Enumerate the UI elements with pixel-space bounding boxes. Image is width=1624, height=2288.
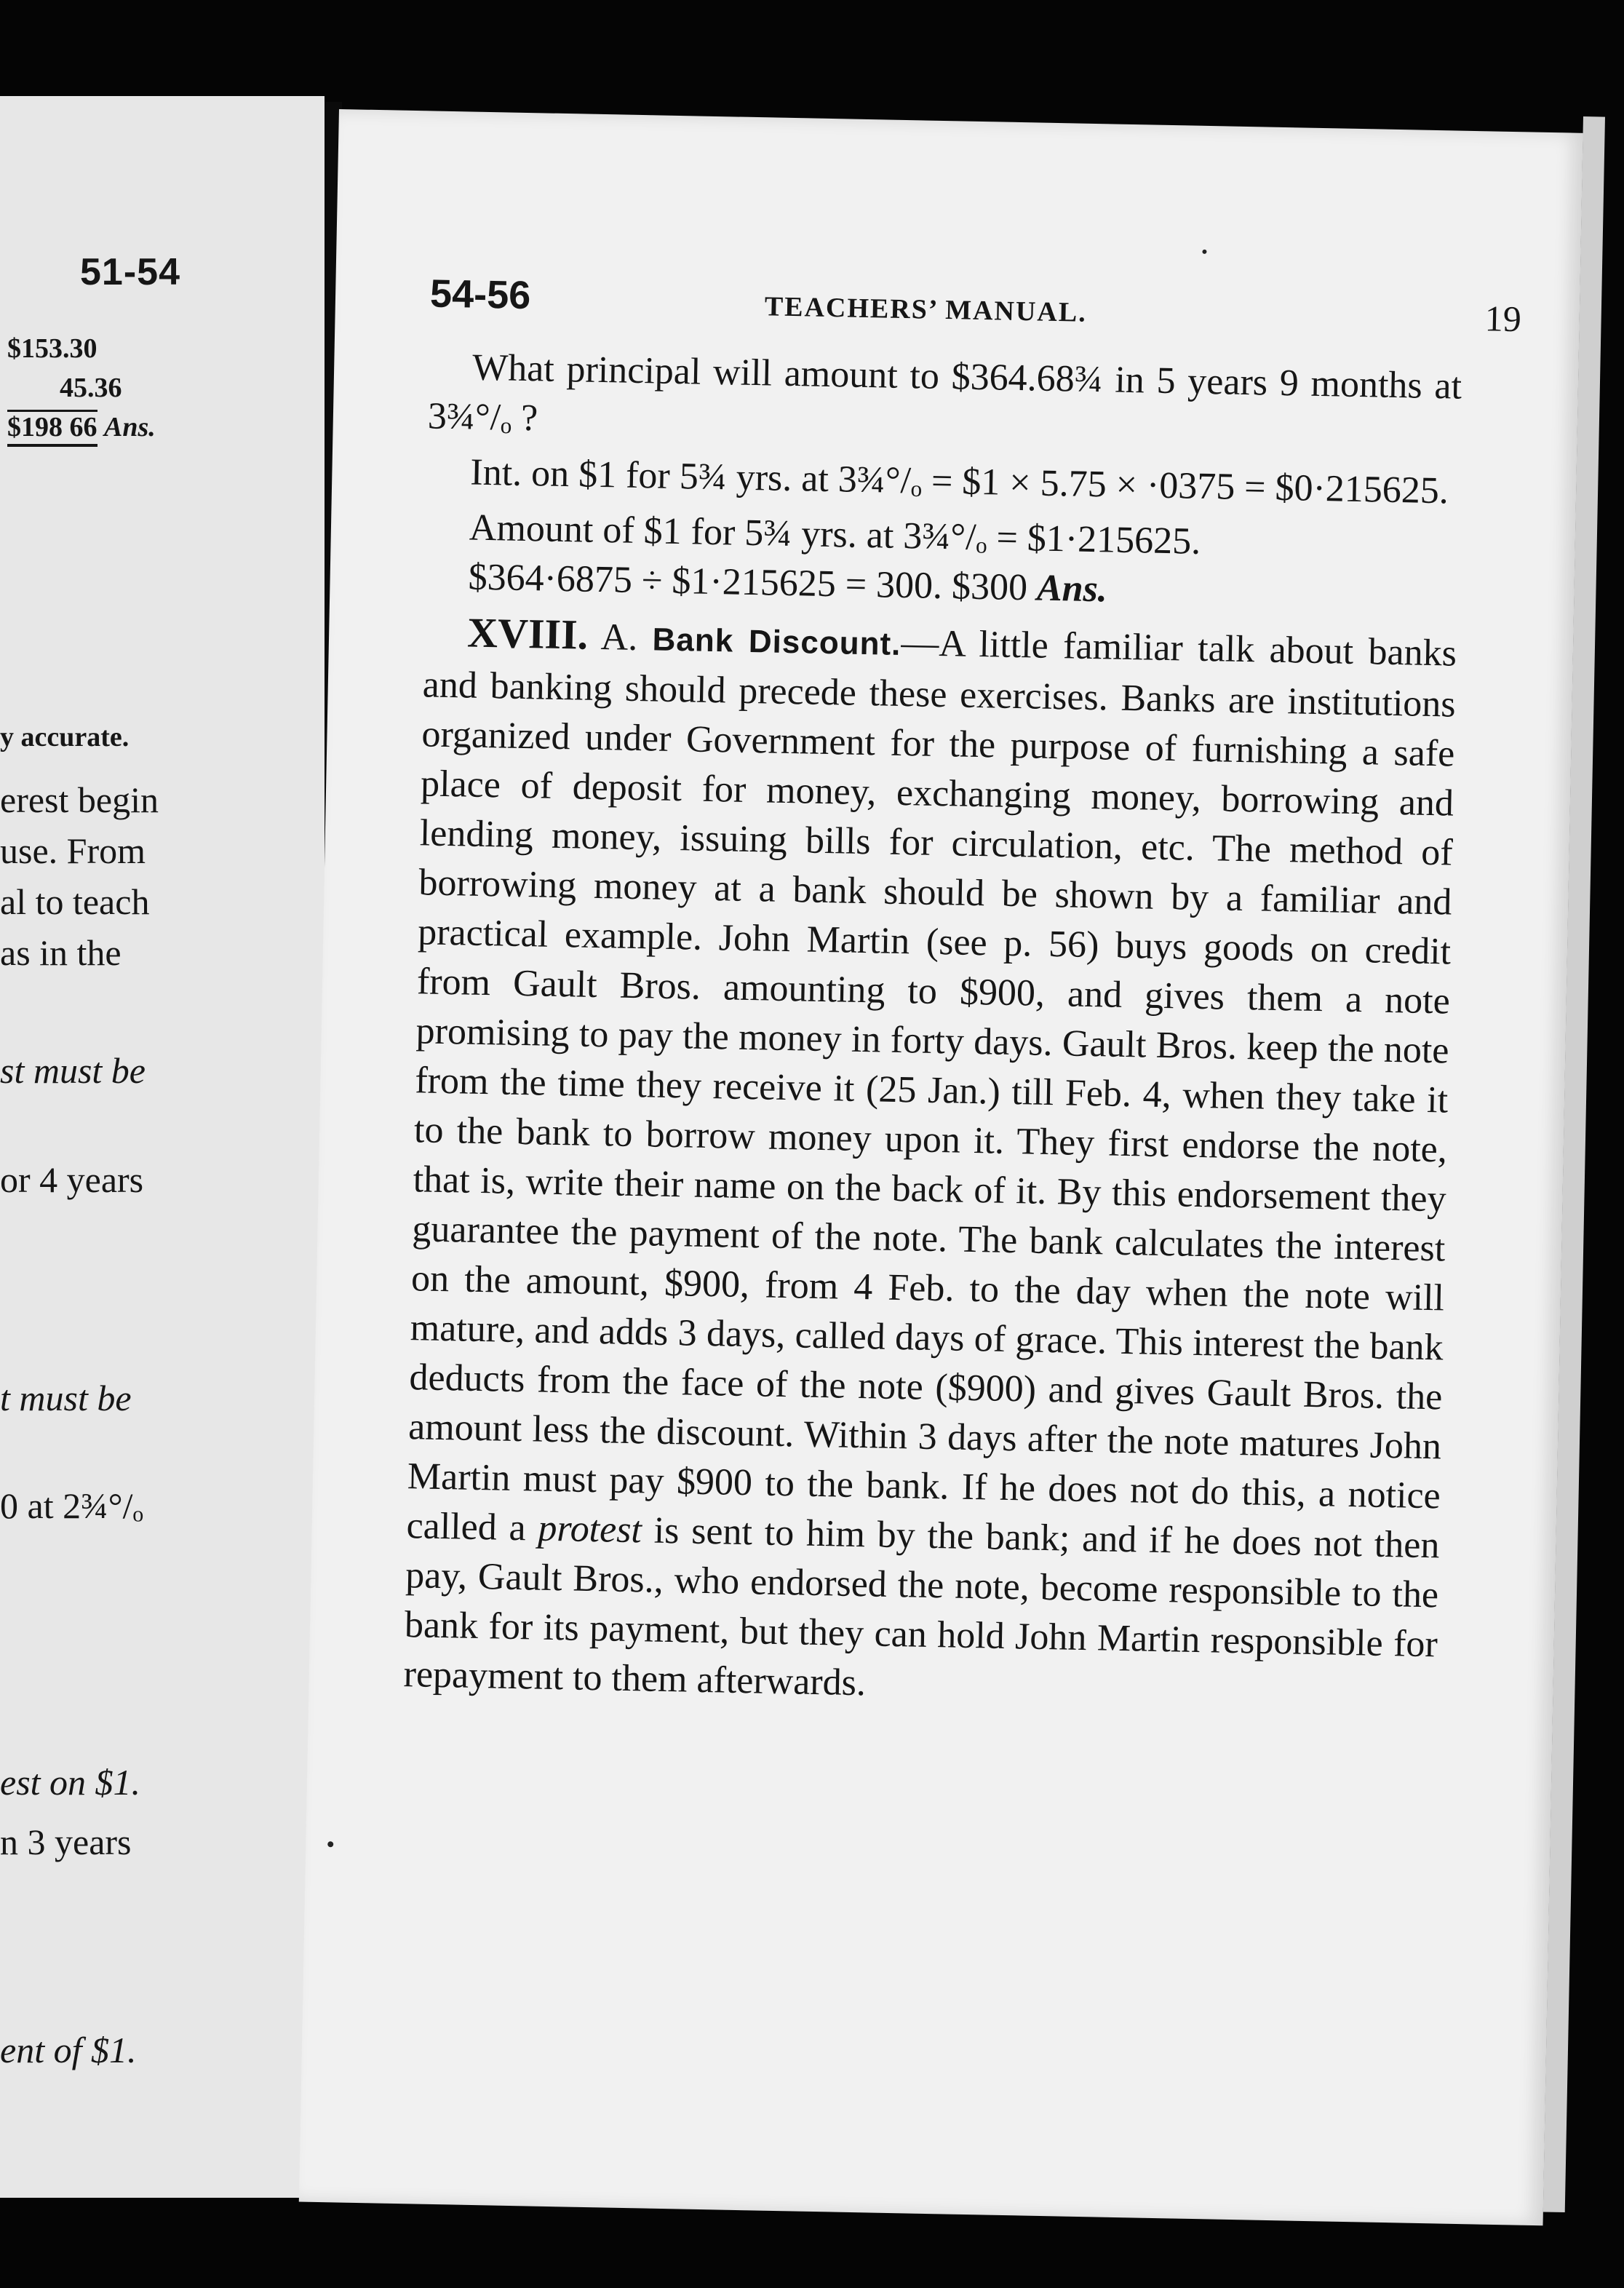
left-line-1: erest begin bbox=[0, 779, 159, 820]
section-title: Bank Discount. bbox=[652, 621, 901, 662]
print-speck bbox=[1202, 250, 1206, 254]
left-line-3: al to teach bbox=[0, 881, 150, 922]
sum-line-2: 45.36 bbox=[60, 373, 122, 403]
left-line-10: n 3 years bbox=[0, 1822, 132, 1862]
left-page-range: 51-54 bbox=[80, 251, 180, 293]
page-body bbox=[403, 342, 1462, 1719]
page-header bbox=[429, 271, 1521, 343]
section-letter: A. bbox=[600, 616, 638, 659]
left-line-0: y accurate. bbox=[0, 722, 130, 752]
print-speck bbox=[327, 1841, 333, 1847]
left-line-11: ent of $1. bbox=[0, 2030, 137, 2070]
sum-total bbox=[7, 413, 156, 441]
left-line-6: or 4 years bbox=[0, 1159, 144, 1200]
left-line-9: est on $1. bbox=[0, 1762, 141, 1803]
section-text-part-1: —A little familiar talk about banks and banking should precede these exercises. Banks are institutions organized under Government for the purpose of furnishing a safe place of deposit for money, exchanging money, borrowing and lending money, issuing bills for circulation, etc. The method of borrowing money at a bank should be shown by a familiar and practical example. John Martin (see p. 56) buys goods on credit from Gault Bros. amounting to $900, and gives them a note promising to pay the money in forty days. Gault Bros. keep the note from the time they receive it (25 Jan.) till Feb. 4, when they take it to the bank to borrow money upon it. They first endorse the note, that is, write their name on the back of it. By this endorsement they guarantee the payment of the note. The bank calculates the interest on the amount, $900, from 4 Feb. to the day when the note will mature, and adds 3 days, called days of grace. This interest the bank deducts from the face of the note ($900) and gives Gault Bros. the amount less the discount. Within 3 days after the note matures John Martin must pay $900 to the bank. If he does not do this, a notice called a bbox=[406, 621, 1457, 1549]
running-title: TEACHERS’ MANUAL. bbox=[764, 291, 1088, 328]
page-range: 54-56 bbox=[429, 271, 531, 318]
sum-total-value: $198 66 bbox=[7, 410, 97, 447]
sum-ans: Ans. bbox=[104, 412, 156, 442]
left-line-7: t must be bbox=[0, 1378, 132, 1418]
calc-interest: Int. on $1 for 5¾ yrs. at 3¾°/ₒ = $1 × 5.75 × ·0375 = $0·215625. bbox=[469, 451, 1449, 512]
section-number: XVIII. bbox=[466, 608, 589, 659]
section-italic-word: protest bbox=[537, 1507, 642, 1552]
question-paragraph: What principal will amount to $364.68¾ in 5 years 9 months at 3¾°/ₒ ? bbox=[427, 346, 1462, 440]
section-paragraph bbox=[403, 607, 1457, 1719]
calc-division-ans: Ans. bbox=[1036, 567, 1108, 611]
left-page bbox=[0, 96, 325, 2198]
calc-division-text: $364·6875 ÷ $1·215625 = 300. $300 bbox=[468, 556, 1028, 609]
calc-amount: Amount of $1 for 5¾ yrs. at 3¾°/ₒ = $1·215625. bbox=[469, 507, 1201, 563]
main-page bbox=[299, 109, 1583, 2225]
sum-line-1: $153.30 bbox=[7, 333, 97, 364]
left-line-8: 0 at 2¾°/ₒ bbox=[0, 1485, 143, 1526]
section-text-part-2: is sent to him by the bank; and if he does not then pay, Gault Bros., who endorsed the note, become responsible to the bank for its payment, but they can hold John Martin responsible for repayment to them afterwards. bbox=[403, 1509, 1440, 1704]
page-number: 19 bbox=[1484, 298, 1522, 340]
left-line-2: use. From bbox=[0, 830, 146, 871]
left-line-4: as in the bbox=[0, 932, 122, 973]
left-line-5: st must be bbox=[0, 1050, 146, 1091]
